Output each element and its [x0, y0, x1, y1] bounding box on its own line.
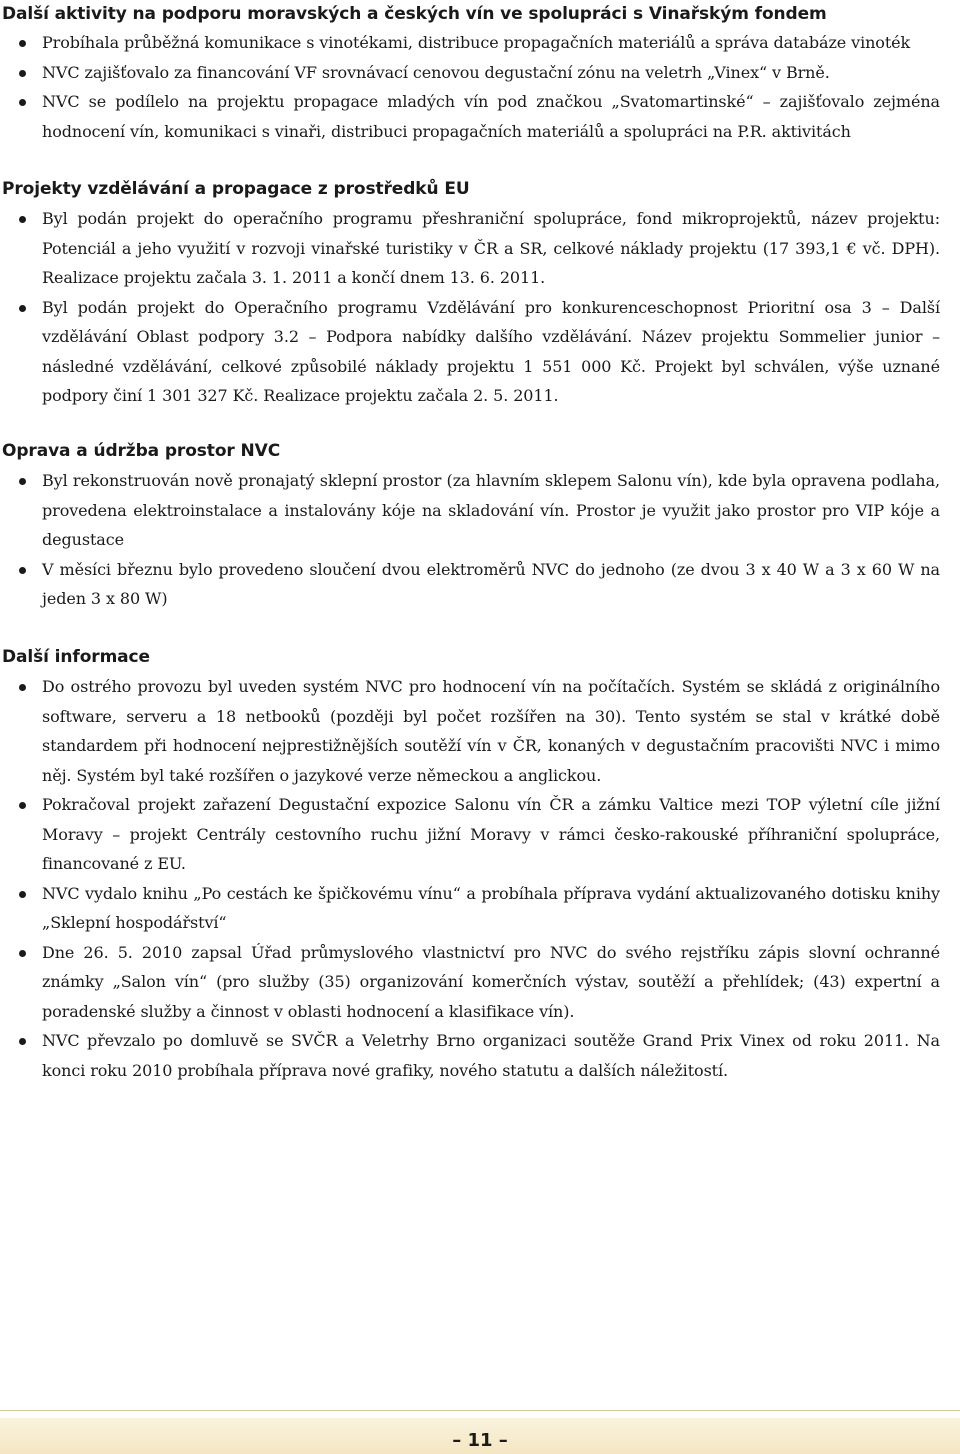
list-item	[42, 293, 940, 411]
list-item	[42, 204, 940, 293]
bullet-list	[0, 672, 960, 1085]
list-item	[42, 466, 940, 555]
bullet-icon	[19, 70, 26, 77]
bullet-list	[0, 204, 960, 411]
list-item-text: Pokračoval projekt zařazení Degustační expozice Salonu vín ČR a zámku Valtice mezi TOP výletní cíle jižní Moravy – projekt Centrály cestovního ruchu jižní Moravy v rámci česko-rakouské příhraniční spolupráce, financované z EU.	[42, 795, 940, 873]
section-heading: Další aktivity na podporu moravských a českých vín ve spolupráci s Vinařským fondem	[2, 4, 827, 24]
list-item	[42, 672, 940, 790]
list-item-text: Dne 26. 5. 2010 zapsal Úřad průmyslového vlastnictví pro NVC do svého rejstříku zápis slovní ochranné známky „Salon vín“ (pro služby (35) organizování komerčních výstav, soutěží a přehlídek; (43) expertní a poradenské služby a činnost v oblasti hodnocení a klasifikace vín).	[42, 942, 940, 1021]
list-item	[42, 790, 940, 879]
list-item	[42, 879, 940, 938]
section-other-info	[0, 646, 960, 1085]
list-item-text: NVC převzalo po domluvě se SVČR a Veletrhy Brno organizaci soutěže Grand Prix Vinex od roku 2011. Na konci roku 2010 probíhala příprava nové grafiky, nového statutu a dalších náležitostí.	[42, 1031, 940, 1080]
bullet-icon	[19, 305, 26, 312]
list-item-text: NVC zajišťovalo za financování VF srovnávací cenovou degustační zónu na veletrh „Vinex“ v Brně.	[42, 62, 830, 82]
bullet-icon	[19, 478, 26, 485]
bullet-icon	[19, 40, 26, 47]
bullet-icon	[19, 684, 26, 691]
bullet-icon	[19, 216, 26, 223]
list-item	[42, 938, 940, 1027]
section-heading: Další informace	[2, 647, 150, 667]
list-item-text: Byl podán projekt do Operačního programu Vzdělávání pro konkurenceschopnost Prioritní osa 3 – Další vzdělávání Oblast podpory 3.2 – Podpora nabídky dalšího vzdělávání. Název projektu Sommelier junior – následné vzdělávání, celkové způsobilé náklady projektu 1 551 000 Kč. Projekt byl schválen, výše uznané podpory činí 1 301 327 Kč. Realizace projektu začala 2. 5. 2011.	[42, 297, 940, 405]
bullet-icon	[19, 99, 26, 106]
section-heading: Oprava a údržba prostor NVC	[2, 441, 281, 461]
section-heading: Projekty vzdělávání a propagace z prostředků EU	[2, 179, 470, 199]
bullet-icon	[19, 950, 26, 957]
bullet-icon	[19, 891, 26, 898]
list-item-text: NVC vydalo knihu „Po cestách ke špičkovému vínu“ a probíhala příprava vydání aktualizovaného dotisku knihy „Sklepní hospodářství“	[42, 883, 940, 932]
page-number: – 11 –	[452, 1430, 508, 1451]
bullet-list	[0, 28, 960, 146]
section-vinarsky-fond	[0, 3, 960, 146]
list-item-text: V měsíci březnu bylo provedeno sloučení dvou elektroměrů NVC do jednoho (ze dvou 3 x 40 W a 3 x 60 W na jeden 3 x 80 W)	[42, 559, 940, 608]
list-item-text: Byl podán projekt do operačního programu přeshraniční spolupráce, fond mikroprojektů, název projektu: Potenciál a jeho využití v rozvoji vinařské turistiky v ČR a SR, celkové náklady projektu (17 393,1 € vč. DPH). Realizace projektu začala 3. 1. 2011 a končí dnem 13. 6. 2011.	[42, 209, 940, 287]
list-item	[42, 555, 940, 614]
list-item-text: Do ostrého provozu byl uveden systém NVC pro hodnocení vín na počítačích. Systém se skládá z originálního software, serveru a 18 netbooků (později byl počet rozšířen na 30). Tento systém se stal v krátké době standardem při hodnocení nejprestižnějších soutěží vín v ČR, konaných v degustačním pracovišti NVC i mimo něj. Systém byl také rozšířen o jazykové verze německou a anglickou.	[42, 677, 940, 785]
list-item-text: Byl rekonstruován nově pronajatý sklepní prostor (za hlavním sklepem Salonu vín), kde byla opravena podlaha, provedena elektroinstalace a instalovány kóje na skladování vín. Prostor je využit jako prostor pro VIP kóje a degustace	[42, 471, 940, 549]
section-maintenance	[0, 440, 960, 614]
bullet-icon	[19, 567, 26, 574]
footer-divider	[0, 1410, 960, 1411]
list-item	[42, 28, 940, 58]
bullet-list	[0, 466, 960, 614]
section-eu-projects	[0, 178, 960, 411]
list-item	[42, 1026, 940, 1085]
list-item	[42, 87, 940, 146]
list-item-text: NVC se podílelo na projektu propagace mladých vín pod značkou „Svatomartinské“ – zajišťovalo zejména hodnocení vín, komunikaci s vinaři, distribuci propagačních materiálů a spolupráci na P.R. aktivitách	[42, 92, 940, 141]
bullet-icon	[19, 802, 26, 809]
list-item-text: Probíhala průběžná komunikace s vinotékami, distribuce propagačních materiálů a správa databáze vinoték	[42, 33, 911, 52]
list-item	[42, 58, 940, 88]
bullet-icon	[19, 1038, 26, 1045]
